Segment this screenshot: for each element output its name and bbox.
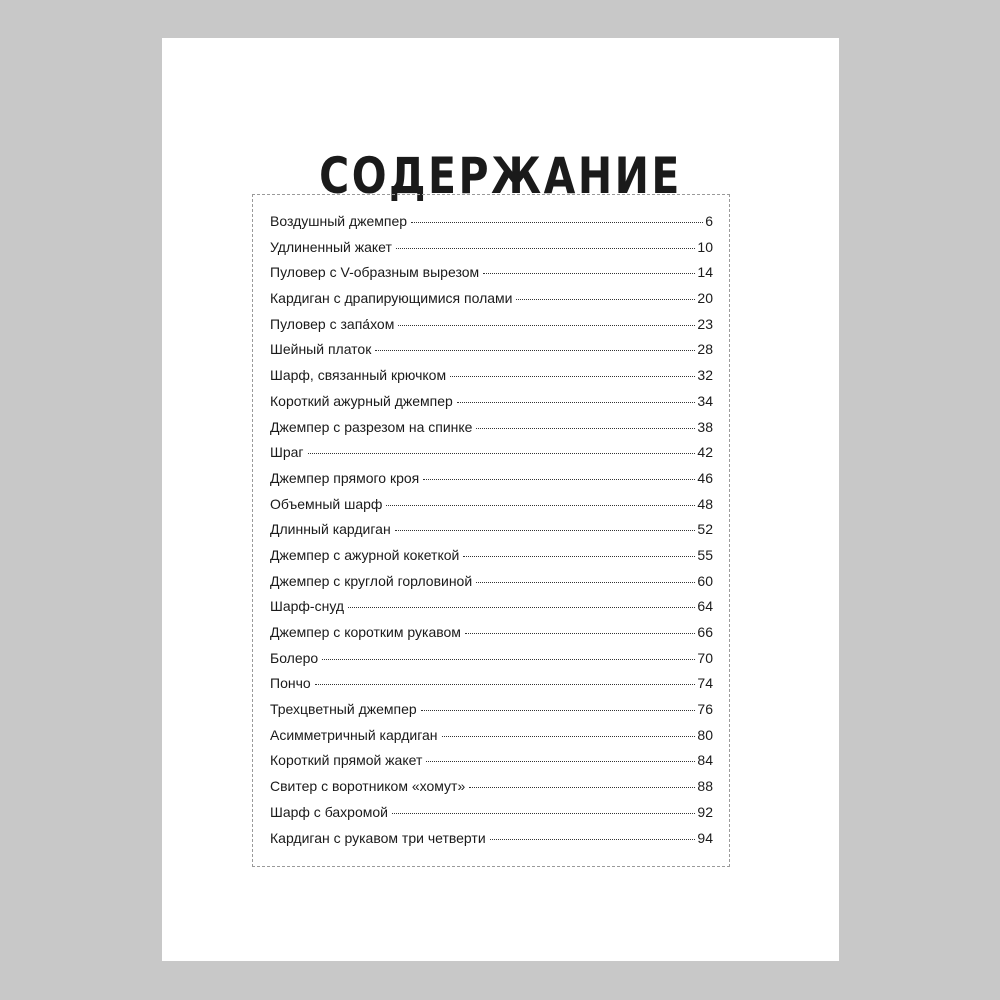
toc-entry-page-number: 55	[697, 546, 713, 563]
toc-leader-dots	[476, 428, 695, 429]
toc-entry-title: Объемный шарф	[270, 495, 383, 512]
toc-entry-title: Болеро	[270, 649, 319, 666]
toc-leader-dots	[315, 684, 696, 685]
toc-leader-dots	[463, 556, 695, 557]
toc-leader-dots	[398, 325, 695, 326]
toc-leader-dots	[450, 376, 695, 377]
toc-entry-page-number: 20	[697, 290, 713, 307]
toc-entry	[270, 727, 713, 753]
toc-leader-dots	[421, 710, 696, 711]
toc-leader-dots	[465, 633, 695, 634]
toc-leader-dots	[348, 607, 695, 608]
toc-entry	[270, 444, 713, 470]
toc-entry-title: Шарф с бахромой	[270, 803, 388, 820]
toc-entry	[270, 830, 713, 856]
toc-entry-title: Джемпер с разрезом на спинке	[270, 418, 473, 435]
toc-entry-page-number: 23	[697, 315, 713, 332]
page-title: СОДЕРЖАНИЕ	[319, 147, 682, 205]
toc-entry	[270, 701, 713, 727]
toc-entry-title: Кардиган с драпирующимися полами	[270, 290, 513, 307]
toc-leader-dots	[442, 736, 696, 737]
toc-entry-page-number: 34	[697, 392, 713, 409]
toc-entry	[270, 675, 713, 701]
toc-leader-dots	[308, 453, 696, 454]
toc-entry	[270, 264, 713, 290]
toc-entry-title: Джемпер с коротким рукавом	[270, 624, 461, 640]
toc-entry	[270, 778, 713, 804]
toc-entry-page-number: 94	[697, 829, 713, 846]
toc-list	[270, 213, 713, 855]
toc-entry	[270, 213, 713, 239]
toc-leader-dots	[395, 530, 696, 531]
toc-entry-page-number: 66	[697, 624, 713, 640]
toc-leader-dots	[386, 505, 695, 506]
toc-entry-title: Короткий ажурный джемпер	[270, 392, 453, 409]
toc-leader-dots	[516, 299, 695, 300]
toc-entry-page-number: 52	[697, 521, 713, 538]
toc-leader-dots	[411, 222, 703, 223]
toc-entry-title: Пуловер с V-образным вырезом	[270, 264, 480, 281]
toc-entry	[270, 470, 713, 496]
toc-entry-page-number: 48	[697, 495, 713, 512]
toc-entry-title: Свитер с воротником «хомут»	[270, 778, 466, 795]
toc-entry	[270, 547, 713, 573]
toc-leader-dots	[490, 839, 696, 840]
toc-entry-title: Трехцветный джемпер	[270, 701, 417, 718]
toc-entry-page-number: 14	[697, 264, 713, 281]
toc-entry-page-number: 46	[697, 469, 713, 486]
toc-entry	[270, 598, 713, 624]
toc-entry-page-number: 92	[697, 803, 713, 820]
toc-entry-title: Пуловер с запа́хом	[270, 315, 395, 332]
toc-entry-title: Джемпер прямого кроя	[270, 469, 420, 486]
toc-entry	[270, 290, 713, 316]
toc-leader-dots	[457, 402, 696, 403]
toc-entry-page-number: 6	[705, 213, 713, 229]
toc-entry-page-number: 28	[697, 341, 713, 358]
toc-leader-dots	[423, 479, 695, 480]
toc-entry	[270, 804, 713, 830]
toc-entry-page-number: 10	[697, 238, 713, 255]
toc-entry-title: Шраг	[270, 444, 304, 461]
toc-leader-dots	[483, 273, 695, 274]
table-of-contents	[252, 194, 730, 867]
toc-entry-title: Воздушный джемпер	[270, 213, 408, 229]
toc-entry	[270, 573, 713, 599]
toc-leader-dots	[396, 248, 696, 249]
toc-entry	[270, 419, 713, 445]
toc-entry	[270, 239, 713, 265]
toc-entry-title: Джемпер с ажурной кокеткой	[270, 546, 460, 563]
toc-entry	[270, 341, 713, 367]
toc-entry-title: Асимметричный кардиган	[270, 726, 438, 743]
toc-entry-title: Кардиган с рукавом три четверти	[270, 829, 486, 846]
toc-entry-title: Шарф-снуд	[270, 598, 345, 615]
toc-entry-title: Шейный платок	[270, 341, 372, 358]
toc-entry	[270, 367, 713, 393]
toc-entry-title: Джемпер с круглой горловиной	[270, 572, 473, 589]
toc-entry-page-number: 32	[697, 367, 713, 384]
document-page	[162, 38, 839, 961]
toc-entry	[270, 316, 713, 342]
toc-entry-page-number: 76	[697, 701, 713, 718]
toc-entry-page-number: 60	[697, 572, 713, 589]
toc-entry	[270, 624, 713, 650]
toc-entry-page-number: 64	[697, 598, 713, 615]
toc-entry-page-number: 80	[697, 726, 713, 743]
toc-leader-dots	[392, 813, 695, 814]
toc-entry-title: Шарф, связанный крючком	[270, 367, 447, 384]
toc-leader-dots	[476, 582, 695, 583]
toc-entry-page-number: 74	[697, 675, 713, 692]
toc-entry-title: Пончо	[270, 675, 311, 692]
toc-entry-page-number: 84	[697, 752, 713, 769]
toc-leader-dots	[426, 761, 695, 762]
toc-leader-dots	[322, 659, 695, 660]
toc-entry	[270, 496, 713, 522]
toc-entry	[270, 650, 713, 676]
toc-entry-title: Короткий прямой жакет	[270, 752, 423, 769]
toc-entry-title: Удлиненный жакет	[270, 238, 392, 255]
toc-entry	[270, 521, 713, 547]
toc-entry-page-number: 70	[697, 649, 713, 666]
toc-entry	[270, 752, 713, 778]
toc-entry-page-number: 42	[697, 444, 713, 461]
toc-leader-dots	[469, 787, 695, 788]
toc-entry-title: Длинный кардиган	[270, 521, 391, 538]
toc-entry-page-number: 38	[697, 418, 713, 435]
toc-entry	[270, 393, 713, 419]
toc-entry-page-number: 88	[697, 778, 713, 795]
toc-leader-dots	[375, 350, 695, 351]
